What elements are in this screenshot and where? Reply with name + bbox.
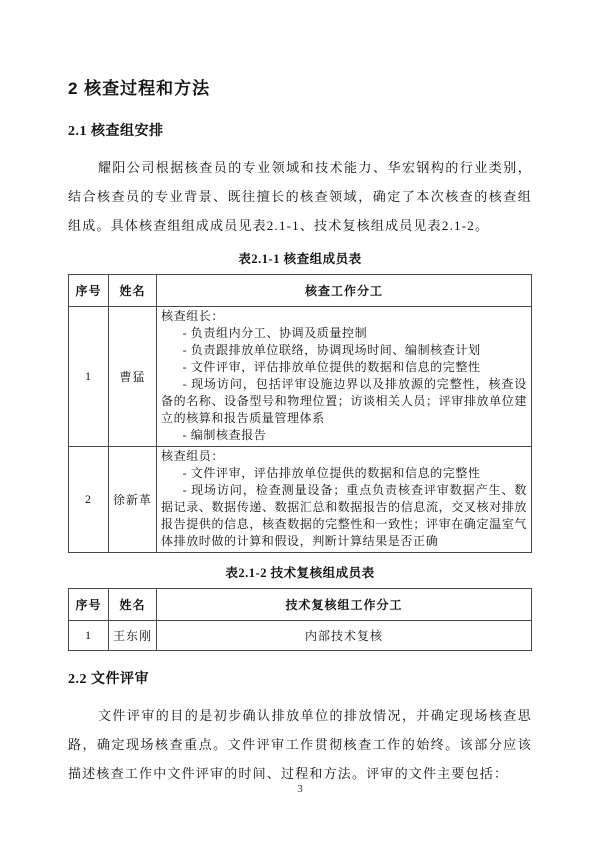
page-number: 3 <box>297 783 303 795</box>
cell-duties <box>157 307 532 447</box>
table1-header-no: 序号 <box>69 275 109 307</box>
task-item: - 文件评审，评估排放单位提供的数据和信息的完整性 <box>182 360 481 374</box>
cell-no: 2 <box>69 447 109 553</box>
table2-caption: 表2.1-2 技术复核组成员表 <box>225 566 375 580</box>
role-label: 核查组员： <box>161 449 225 463</box>
task-item: - 负责跟排放单位联络，协调现场时间、编制核查计划 <box>182 343 481 357</box>
task-item: - 现场访问，包括评审设施边界以及排放源的完整性，核查设备的名称、设备型号和物理位置；访谈相关人员；评审排放单位建立的核算和报告质量管理体系 <box>161 377 527 425</box>
chapter-heading: 2 核查过程和方法 <box>68 79 211 98</box>
table1-caption: 表2.1-1 核查组成员表 <box>238 252 362 266</box>
role-label: 核查组长： <box>161 309 225 323</box>
table2-header-no: 序号 <box>69 589 109 621</box>
task-item: - 编制核查报告 <box>182 428 267 442</box>
cell-name: 王东刚 <box>109 621 157 651</box>
section-2-1-heading: 2.1 核查组安排 <box>68 124 164 139</box>
table-row <box>69 447 532 553</box>
task-item: - 现场访问，检查测量设备；重点负责核查评审数据产生、数据记录、数据传递、数据汇总和数据报告的信息流，交叉核对排放报告提供的信息，核查数据的完整性和一致性；评审在确定温室气体排放时做的计算和假设，判断计算结果是否正确 <box>161 483 527 548</box>
cell-name: 徐新革 <box>109 447 157 553</box>
table2-header-row <box>69 589 532 621</box>
cell-duty: 内部技术复核 <box>157 621 532 651</box>
section-2-2-heading: 2.2 文件评审 <box>68 672 149 687</box>
table1-header-name: 姓名 <box>109 275 157 307</box>
section-2-2-paragraph: 文件评审的目的是初步确认排放单位的排放情况，并确定现场核查思路，确定现场核查重点。文件评审工作贯彻核查工作的始终。该部分应该描述核查工作中文件评审的时间、过程和方法。评审的文件主要包括： <box>68 708 532 781</box>
cell-name: 曹猛 <box>109 307 157 447</box>
table-row <box>69 307 532 447</box>
section-2-1-paragraph: 耀阳公司根据核查员的专业领域和技术能力、华宏钢构的行业类别，结合核查员的专业背景、既往擅长的核查领域，确定了本次核查的核查组组成。具体核查组组成成员见表2.1-1、技术复核组成员见表2.1-2。 <box>68 160 532 233</box>
table2-header-name: 姓名 <box>109 589 157 621</box>
table-row <box>69 621 532 651</box>
cell-no: 1 <box>69 307 109 447</box>
table2-header-duty: 技术复核组工作分工 <box>157 589 532 621</box>
cell-no: 1 <box>69 621 109 651</box>
task-item: - 负责组内分工、协调及质量控制 <box>182 326 368 340</box>
cell-duties <box>157 447 532 553</box>
table1-header-duty: 核查工作分工 <box>157 275 532 307</box>
verification-team-table <box>68 274 532 553</box>
task-item: - 文件评审，评估排放单位提供的数据和信息的完整性 <box>182 466 481 480</box>
table1-header-row <box>69 275 532 307</box>
technical-review-table <box>68 588 532 651</box>
